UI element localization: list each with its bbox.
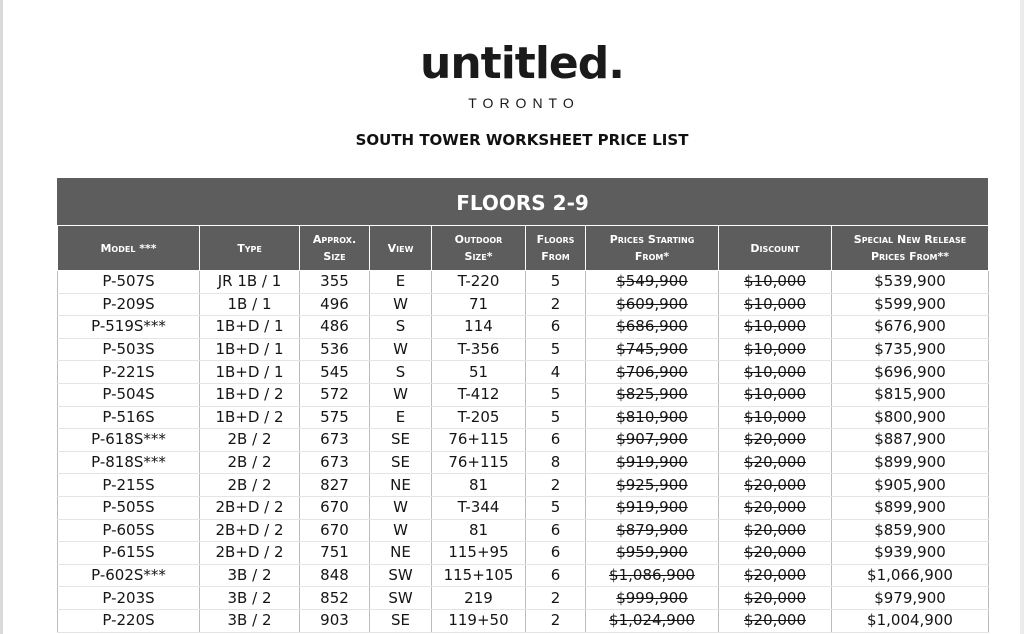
cell-floors-from: 5 <box>526 406 586 429</box>
cell-special-price: $1,004,900 <box>832 609 989 632</box>
column-header-line: From* <box>634 250 670 263</box>
cell-model: P-215S <box>58 474 200 497</box>
column-header-line: View <box>387 241 414 255</box>
column-header-type <box>200 226 300 271</box>
table-row <box>58 383 989 406</box>
cell-view: SE <box>370 429 432 452</box>
cell-approx-size: 673 <box>300 451 370 474</box>
section-title: FLOORS 2-9 <box>57 178 988 225</box>
cell-approx-size: 852 <box>300 587 370 610</box>
cell-type: 3B / 2 <box>200 609 300 632</box>
column-header-line: Prices Starting <box>609 233 695 246</box>
cell-model: P-519S*** <box>58 316 200 339</box>
cell-special-price: $905,900 <box>832 474 989 497</box>
cell-discount: $20,000 <box>719 587 832 610</box>
cell-outdoor-size: 81 <box>432 519 526 542</box>
table-row <box>58 338 989 361</box>
cell-special-price: $800,900 <box>832 406 989 429</box>
cell-special-price: $539,900 <box>832 271 989 294</box>
cell-type: 2B / 2 <box>200 429 300 452</box>
cell-model: P-209S <box>58 293 200 316</box>
cell-special-price: $735,900 <box>832 338 989 361</box>
table-row <box>58 564 989 587</box>
cell-prices-starting: $1,086,900 <box>586 564 719 587</box>
cell-prices-starting: $919,900 <box>586 451 719 474</box>
table-row <box>58 474 989 497</box>
cell-model: P-605S <box>58 519 200 542</box>
column-header-line: Prices From** <box>870 250 950 263</box>
cell-type: 1B+D / 1 <box>200 338 300 361</box>
cell-outdoor-size: 115+95 <box>432 542 526 565</box>
cell-outdoor-size: 219 <box>432 587 526 610</box>
cell-approx-size: 670 <box>300 519 370 542</box>
table-row <box>58 316 989 339</box>
cell-approx-size: 903 <box>300 609 370 632</box>
cell-view: W <box>370 383 432 406</box>
cell-approx-size: 575 <box>300 406 370 429</box>
cell-model: P-818S*** <box>58 451 200 474</box>
column-header-discount <box>719 226 832 271</box>
cell-type: 1B+D / 1 <box>200 316 300 339</box>
cell-model: P-503S <box>58 338 200 361</box>
cell-view: W <box>370 293 432 316</box>
cell-approx-size: 536 <box>300 338 370 361</box>
cell-floors-from: 6 <box>526 542 586 565</box>
cell-discount: $20,000 <box>719 496 832 519</box>
cell-outdoor-size: 119+50 <box>432 609 526 632</box>
column-header-line: Size <box>323 250 346 263</box>
cell-special-price: $887,900 <box>832 429 989 452</box>
cell-view: SE <box>370 451 432 474</box>
table-row <box>58 271 989 294</box>
table-row <box>58 519 989 542</box>
cell-view: W <box>370 338 432 361</box>
cell-outdoor-size: 76+115 <box>432 451 526 474</box>
cell-outdoor-size: 114 <box>432 316 526 339</box>
cell-floors-from: 5 <box>526 338 586 361</box>
cell-discount: $20,000 <box>719 451 832 474</box>
cell-floors-from: 6 <box>526 429 586 452</box>
cell-floors-from: 6 <box>526 564 586 587</box>
cell-type: 3B / 2 <box>200 564 300 587</box>
cell-floors-from: 6 <box>526 519 586 542</box>
price-table <box>57 225 989 633</box>
cell-discount: $10,000 <box>719 406 832 429</box>
cell-outdoor-size: T-356 <box>432 338 526 361</box>
cell-discount: $10,000 <box>719 383 832 406</box>
cell-model: P-505S <box>58 496 200 519</box>
cell-special-price: $899,900 <box>832 496 989 519</box>
cell-floors-from: 2 <box>526 293 586 316</box>
cell-prices-starting: $706,900 <box>586 361 719 384</box>
cell-prices-starting: $959,900 <box>586 542 719 565</box>
cell-prices-starting: $549,900 <box>586 271 719 294</box>
cell-discount: $20,000 <box>719 429 832 452</box>
cell-outdoor-size: 76+115 <box>432 429 526 452</box>
cell-prices-starting: $907,900 <box>586 429 719 452</box>
cell-outdoor-size: 51 <box>432 361 526 384</box>
table-row <box>58 496 989 519</box>
cell-type: 1B+D / 1 <box>200 361 300 384</box>
cell-view: NE <box>370 542 432 565</box>
cell-type: JR 1B / 1 <box>200 271 300 294</box>
cell-special-price: $599,900 <box>832 293 989 316</box>
cell-special-price: $1,066,900 <box>832 564 989 587</box>
cell-type: 2B+D / 2 <box>200 496 300 519</box>
cell-approx-size: 486 <box>300 316 370 339</box>
cell-type: 3B / 2 <box>200 587 300 610</box>
price-table-container <box>57 178 988 633</box>
cell-outdoor-size: 81 <box>432 474 526 497</box>
cell-prices-starting: $686,900 <box>586 316 719 339</box>
cell-discount: $20,000 <box>719 474 832 497</box>
cell-prices-starting: $825,900 <box>586 383 719 406</box>
cell-approx-size: 751 <box>300 542 370 565</box>
cell-view: W <box>370 519 432 542</box>
cell-prices-starting: $745,900 <box>586 338 719 361</box>
column-header-prices-starting <box>586 226 719 271</box>
column-header-floors-from <box>526 226 586 271</box>
column-header-special-price <box>832 226 989 271</box>
cell-floors-from: 6 <box>526 316 586 339</box>
cell-outdoor-size: 71 <box>432 293 526 316</box>
table-row <box>58 429 989 452</box>
cell-view: S <box>370 361 432 384</box>
document-title: SOUTH TOWER WORKSHEET PRICE LIST <box>355 131 689 149</box>
cell-prices-starting: $810,900 <box>586 406 719 429</box>
column-header-line: Size* <box>464 250 493 263</box>
cell-approx-size: 545 <box>300 361 370 384</box>
table-row <box>58 293 989 316</box>
cell-model: P-507S <box>58 271 200 294</box>
table-row <box>58 542 989 565</box>
cell-outdoor-size: T-220 <box>432 271 526 294</box>
cell-type: 1B / 1 <box>200 293 300 316</box>
column-header-line: Model *** <box>100 241 157 255</box>
cell-type: 2B+D / 2 <box>200 542 300 565</box>
cell-floors-from: 2 <box>526 474 586 497</box>
cell-model: P-203S <box>58 587 200 610</box>
cell-floors-from: 2 <box>526 587 586 610</box>
cell-view: NE <box>370 474 432 497</box>
table-row <box>58 609 989 632</box>
table-row <box>58 361 989 384</box>
cell-model: P-618S*** <box>58 429 200 452</box>
cell-outdoor-size: T-344 <box>432 496 526 519</box>
cell-approx-size: 827 <box>300 474 370 497</box>
cell-type: 1B+D / 2 <box>200 406 300 429</box>
cell-outdoor-size: T-205 <box>432 406 526 429</box>
brand-logo: untitled. <box>420 38 624 89</box>
cell-view: E <box>370 406 432 429</box>
cell-prices-starting: $925,900 <box>586 474 719 497</box>
cell-model: P-220S <box>58 609 200 632</box>
cell-special-price: $899,900 <box>832 451 989 474</box>
table-row <box>58 406 989 429</box>
cell-type: 2B / 2 <box>200 451 300 474</box>
cell-model: P-504S <box>58 383 200 406</box>
cell-prices-starting: $1,024,900 <box>586 609 719 632</box>
cell-prices-starting: $609,900 <box>586 293 719 316</box>
cell-approx-size: 673 <box>300 429 370 452</box>
table-header-row <box>58 226 989 271</box>
cell-special-price: $696,900 <box>832 361 989 384</box>
cell-type: 2B / 2 <box>200 474 300 497</box>
cell-model: P-615S <box>58 542 200 565</box>
cell-prices-starting: $879,900 <box>586 519 719 542</box>
cell-outdoor-size: 115+105 <box>432 564 526 587</box>
cell-special-price: $939,900 <box>832 542 989 565</box>
table-row <box>58 451 989 474</box>
cell-model: P-602S*** <box>58 564 200 587</box>
column-header-line: Approx. <box>312 233 357 246</box>
cell-approx-size: 848 <box>300 564 370 587</box>
cell-model: P-221S <box>58 361 200 384</box>
column-header-model <box>58 226 200 271</box>
column-header-outdoor-size <box>432 226 526 271</box>
cell-type: 1B+D / 2 <box>200 383 300 406</box>
cell-discount: $20,000 <box>719 519 832 542</box>
cell-special-price: $676,900 <box>832 316 989 339</box>
column-header-line: Floors <box>536 233 575 246</box>
cell-approx-size: 572 <box>300 383 370 406</box>
cell-discount: $10,000 <box>719 361 832 384</box>
cell-discount: $10,000 <box>719 316 832 339</box>
column-header-line: Special New Release <box>853 233 967 246</box>
cell-floors-from: 5 <box>526 496 586 519</box>
cell-view: S <box>370 316 432 339</box>
cell-prices-starting: $919,900 <box>586 496 719 519</box>
cell-approx-size: 670 <box>300 496 370 519</box>
cell-outdoor-size: T-412 <box>432 383 526 406</box>
cell-discount: $10,000 <box>719 338 832 361</box>
cell-view: E <box>370 271 432 294</box>
cell-special-price: $979,900 <box>832 587 989 610</box>
cell-type: 2B+D / 2 <box>200 519 300 542</box>
cell-approx-size: 355 <box>300 271 370 294</box>
cell-discount: $10,000 <box>719 293 832 316</box>
brand-city: TORONTO <box>468 95 580 111</box>
table-body <box>58 271 989 633</box>
cell-discount: $20,000 <box>719 542 832 565</box>
cell-view: SE <box>370 609 432 632</box>
column-header-line: Outdoor <box>454 233 503 246</box>
cell-floors-from: 5 <box>526 383 586 406</box>
cell-special-price: $815,900 <box>832 383 989 406</box>
cell-view: SW <box>370 564 432 587</box>
column-header-line: From <box>541 250 570 263</box>
cell-floors-from: 4 <box>526 361 586 384</box>
table-row <box>58 587 989 610</box>
cell-discount: $20,000 <box>719 564 832 587</box>
column-header-line: Type <box>237 241 262 255</box>
cell-floors-from: 8 <box>526 451 586 474</box>
cell-approx-size: 496 <box>300 293 370 316</box>
column-header-approx-size <box>300 226 370 271</box>
cell-discount: $10,000 <box>719 271 832 294</box>
cell-view: SW <box>370 587 432 610</box>
cell-special-price: $859,900 <box>832 519 989 542</box>
column-header-view <box>370 226 432 271</box>
cell-discount: $20,000 <box>719 609 832 632</box>
cell-floors-from: 2 <box>526 609 586 632</box>
cell-view: W <box>370 496 432 519</box>
cell-floors-from: 5 <box>526 271 586 294</box>
column-header-line: Discount <box>750 241 800 255</box>
cell-prices-starting: $999,900 <box>586 587 719 610</box>
cell-model: P-516S <box>58 406 200 429</box>
